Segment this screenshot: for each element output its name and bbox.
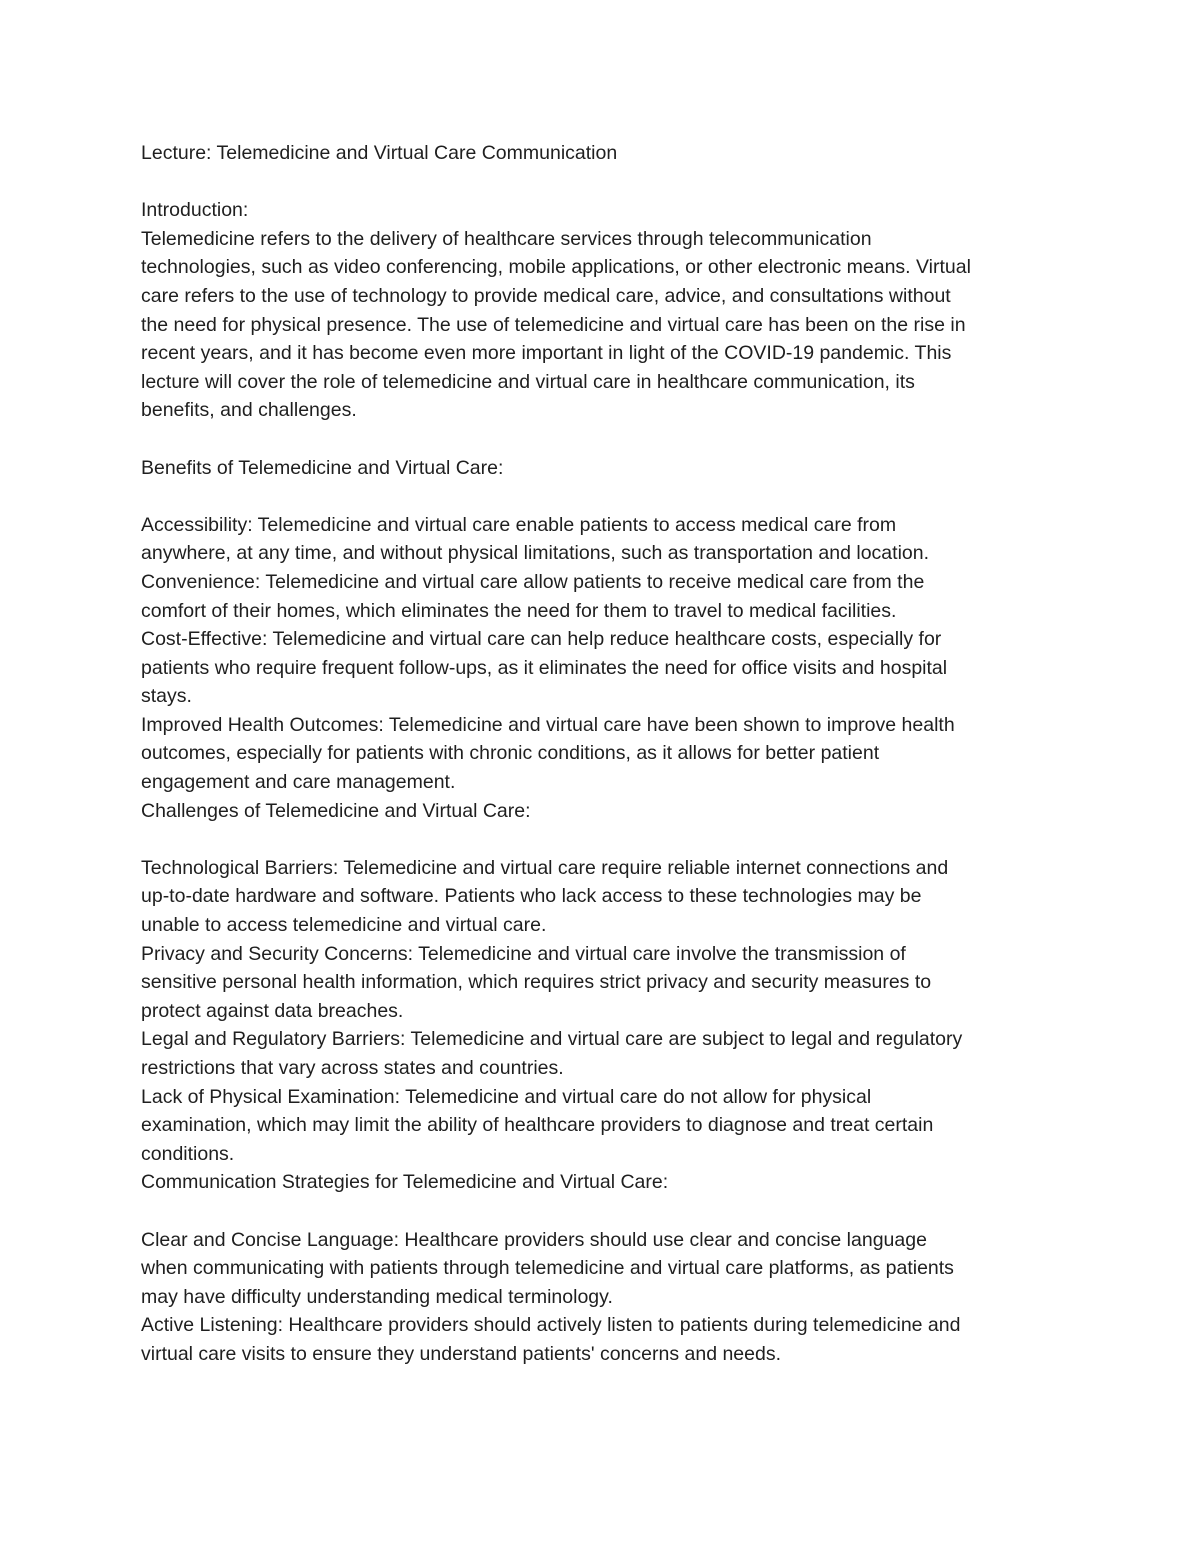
challenges-line: Technological Barriers: Telemedicine and virtual care require reliable internet connections and	[141, 856, 949, 879]
strategies-heading: Communication Strategies for Telemedicine and Virtual Care:	[141, 1171, 669, 1194]
benefits-line: patients who require frequent follow-ups, as it eliminates the need for office visits and hospital	[141, 656, 948, 679]
intro-paragraph	[141, 225, 1071, 425]
challenges-list	[141, 854, 1071, 1169]
challenges-line: Legal and Regulatory Barriers: Telemedicine and virtual care are subject to legal and regulatory	[141, 1028, 963, 1051]
document-title: Lecture: Telemedicine and Virtual Care Communication	[141, 142, 618, 164]
intro-line: the need for physical presence. The use of telemedicine and virtual care has been on the rise in	[141, 313, 966, 336]
challenges-line: examination, which may limit the ability of healthcare providers to diagnose and treat certain	[141, 1114, 934, 1137]
intro-heading: Introduction:	[141, 199, 249, 222]
strategies-line: virtual care visits to ensure they understand patients' concerns and needs.	[141, 1342, 782, 1365]
strategies-line: Clear and Concise Language: Healthcare providers should use clear and concise language	[141, 1228, 927, 1251]
benefits-line: Convenience: Telemedicine and virtual care allow patients to receive medical care from the	[141, 570, 925, 593]
challenges-line: up-to-date hardware and software. Patients who lack access to these technologies may be	[141, 885, 922, 908]
challenges-line: restrictions that vary across states and countries.	[141, 1057, 564, 1079]
benefits-line: Improved Health Outcomes: Telemedicine and virtual care have been shown to improve health	[141, 713, 955, 736]
strategies-line: may have difficulty understanding medical terminology.	[141, 1285, 613, 1308]
spacer	[141, 1197, 1071, 1226]
challenges-line: conditions.	[141, 1142, 235, 1165]
intro-line: lecture will cover the role of telemedicine and virtual care in healthcare communication, its	[141, 370, 915, 393]
spacer	[141, 168, 1071, 197]
challenges-line: protect against data breaches.	[141, 999, 404, 1022]
benefits-line: anywhere, at any time, and without physical limitations, such as transportation and location.	[141, 542, 930, 565]
spacer	[141, 825, 1071, 854]
challenges-heading: Challenges of Telemedicine and Virtual Care:	[141, 799, 531, 822]
spacer	[141, 425, 1071, 454]
spacer	[141, 482, 1071, 511]
benefits-line: stays.	[141, 685, 192, 708]
strategies-line: when communicating with patients through telemedicine and virtual care platforms, as patients	[141, 1257, 954, 1280]
challenges-line: Privacy and Security Concerns: Telemedicine and virtual care involve the transmission of	[141, 942, 906, 965]
benefits-line: engagement and care management.	[141, 771, 456, 794]
intro-line: recent years, and it has become even more important in light of the COVID-19 pandemic. This	[141, 342, 952, 365]
challenges-line: unable to access telemedicine and virtual care.	[141, 914, 547, 937]
benefits-line: Cost-Effective: Telemedicine and virtual care can help reduce healthcare costs, especially for	[141, 628, 942, 651]
strategies-list	[141, 1226, 1071, 1369]
document-body	[141, 139, 1071, 1369]
intro-line: technologies, such as video conferencing, mobile applications, or other electronic means. Virtual	[141, 256, 971, 279]
challenges-line: sensitive personal health information, which requires strict privacy and security measures to	[141, 971, 932, 994]
benefits-heading: Benefits of Telemedicine and Virtual Care:	[141, 456, 504, 479]
benefits-line: comfort of their homes, which eliminates the need for them to travel to medical facilities.	[141, 599, 897, 622]
intro-line: Telemedicine refers to the delivery of healthcare services through telecommunication	[141, 227, 872, 250]
strategies-line: Active Listening: Healthcare providers should actively listen to patients during telemedicine and	[141, 1314, 961, 1337]
benefits-line: Accessibility: Telemedicine and virtual care enable patients to access medical care from	[141, 513, 897, 536]
benefits-list	[141, 511, 1071, 797]
challenges-line: Lack of Physical Examination: Telemedicine and virtual care do not allow for physical	[141, 1085, 872, 1108]
intro-line: care refers to the use of technology to provide medical care, advice, and consultations without	[141, 284, 951, 307]
intro-line: benefits, and challenges.	[141, 399, 357, 422]
benefits-line: outcomes, especially for patients with chronic conditions, as it allows for better patient	[141, 742, 880, 765]
